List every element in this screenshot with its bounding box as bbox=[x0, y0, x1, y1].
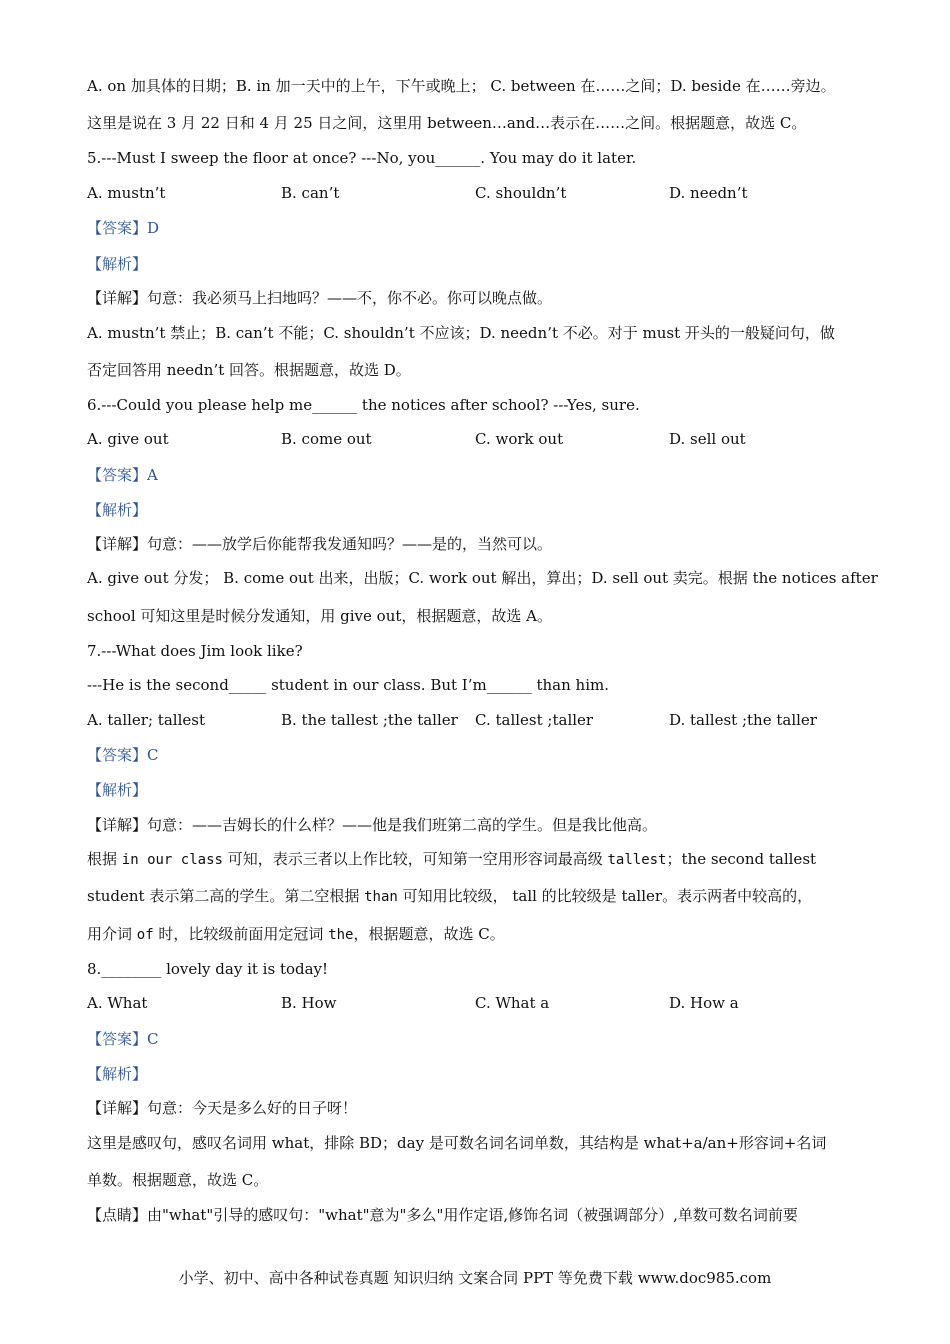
detail-line: 【详解】句意：——放学后你能帮我发通知吗？——是的，当然可以。 bbox=[87, 535, 553, 553]
option-c: C. work out bbox=[475, 430, 564, 448]
option-d: D. sell out bbox=[669, 430, 746, 448]
code-segment: the bbox=[328, 927, 354, 943]
option-a: A. mustn’t bbox=[87, 184, 166, 202]
detail-line: 【详解】句意：我必须马上扫地吗？——不，你不必。你可以晚点做。 bbox=[87, 289, 553, 307]
option-d: D. How a bbox=[669, 994, 739, 1012]
explanation-line: 这里是感叹句，感叹名词用 what，排除 BD；day 是可数名词名词单数，其结构是 what+a/an+形容词+名词 bbox=[87, 1134, 827, 1152]
code-segment: tallest bbox=[607, 852, 667, 868]
question-8: 8.________ lovely day it is today! bbox=[87, 960, 329, 978]
answer-label: 【答案】A bbox=[87, 466, 158, 484]
explanation-line bbox=[87, 924, 505, 945]
option-b: B. come out bbox=[281, 430, 372, 448]
analysis-label: 【解析】 bbox=[87, 1065, 148, 1083]
answer-label: 【答案】D bbox=[87, 219, 160, 237]
code-segment: than bbox=[364, 889, 398, 905]
footer-text: 小学、初中、高中各种试卷真题 知识归纳 文案合同 PPT 等免费下载 www.doc985.com bbox=[178, 1269, 772, 1287]
detail-line: 【详解】句意：——吉姆长的什么样？——他是我们班第二高的学生。但是我比他高。 bbox=[87, 816, 658, 834]
option-c: C. shouldn’t bbox=[475, 184, 567, 202]
text-segment: student 表示第二高的学生。第二空根据 bbox=[87, 887, 365, 905]
text-segment: ；the second tallest bbox=[666, 850, 817, 868]
explanation-line: 单数。根据题意，故选 C。 bbox=[87, 1171, 269, 1189]
point-line: 【点睛】由"what"引导的感叹句："what"意为"多么"用作定语,修饰名词（被强调部分）,单数可数名词前要 bbox=[87, 1206, 798, 1224]
text-segment: 可知用比较级， tall 的比较级是 taller。表示两者中较高的， bbox=[397, 887, 813, 905]
option-a: A. taller; tallest bbox=[87, 711, 205, 729]
detail-line: 【详解】句意：今天是多么好的日子呀！ bbox=[87, 1099, 358, 1117]
option-b: B. How bbox=[281, 994, 337, 1012]
option-d: D. needn’t bbox=[669, 184, 748, 202]
explanation-line: 这里是说在 3 月 22 日和 4 月 25 日之间，这里用 between…and…表示在……之间。根据题意，故选 C。 bbox=[87, 114, 807, 132]
option-d: D. tallest ;the taller bbox=[669, 711, 817, 729]
explanation-line: A. on 加具体的日期；B. in 加一天中的上午，下午或晚上； C. between 在……之间；D. beside 在……旁边。 bbox=[87, 77, 836, 95]
option-b: B. can’t bbox=[281, 184, 340, 202]
option-a: A. What bbox=[87, 994, 148, 1012]
text-segment: 用介词 bbox=[87, 925, 137, 943]
explanation-line: A. mustn’t 禁止；B. can’t 不能；C. shouldn’t 不应该；D. needn’t 不必。对于 must 开头的一般疑问句，做 bbox=[87, 324, 835, 342]
option-a: A. give out bbox=[87, 430, 169, 448]
option-b: B. the tallest ;the taller bbox=[281, 711, 458, 729]
option-c: C. tallest ;taller bbox=[475, 711, 594, 729]
question-7: 7.---What does Jim look like? bbox=[87, 642, 303, 660]
explanation-line bbox=[87, 886, 812, 907]
text-segment: 可知，表示三者以上作比较，可知第一空用形容词最高级 bbox=[222, 850, 608, 868]
question-6: 6.---Could you please help me______ the notices after school? ---Yes, sure. bbox=[87, 396, 640, 414]
question-5: 5.---Must I sweep the floor at once? ---No, you______. You may do it later. bbox=[87, 149, 637, 167]
analysis-label: 【解析】 bbox=[87, 501, 148, 519]
option-c: C. What a bbox=[475, 994, 550, 1012]
code-segment: of bbox=[136, 927, 154, 943]
explanation-line: 否定回答用 needn’t 回答。根据题意，故选 D。 bbox=[87, 361, 411, 379]
code-segment: in our class bbox=[121, 852, 223, 868]
answer-label: 【答案】C bbox=[87, 1030, 159, 1048]
question-7-dialogue: ---He is the second_____ student in our class. But I’m______ than him. bbox=[87, 676, 609, 694]
answer-label: 【答案】C bbox=[87, 746, 159, 764]
analysis-label: 【解析】 bbox=[87, 781, 148, 799]
explanation-line: A. give out 分发； B. come out 出来，出版；C. work out 解出，算出；D. sell out 卖完。根据 the notices after bbox=[87, 569, 878, 587]
explanation-line bbox=[87, 849, 816, 870]
explanation-line: school 可知这里是时候分发通知，用 give out，根据题意，故选 A。 bbox=[87, 607, 552, 625]
analysis-label: 【解析】 bbox=[87, 255, 148, 273]
text-segment: 根据 bbox=[87, 850, 122, 868]
text-segment: ，根据题意，故选 C。 bbox=[353, 925, 505, 943]
text-segment: 时，比较级前面用定冠词 bbox=[153, 925, 329, 943]
